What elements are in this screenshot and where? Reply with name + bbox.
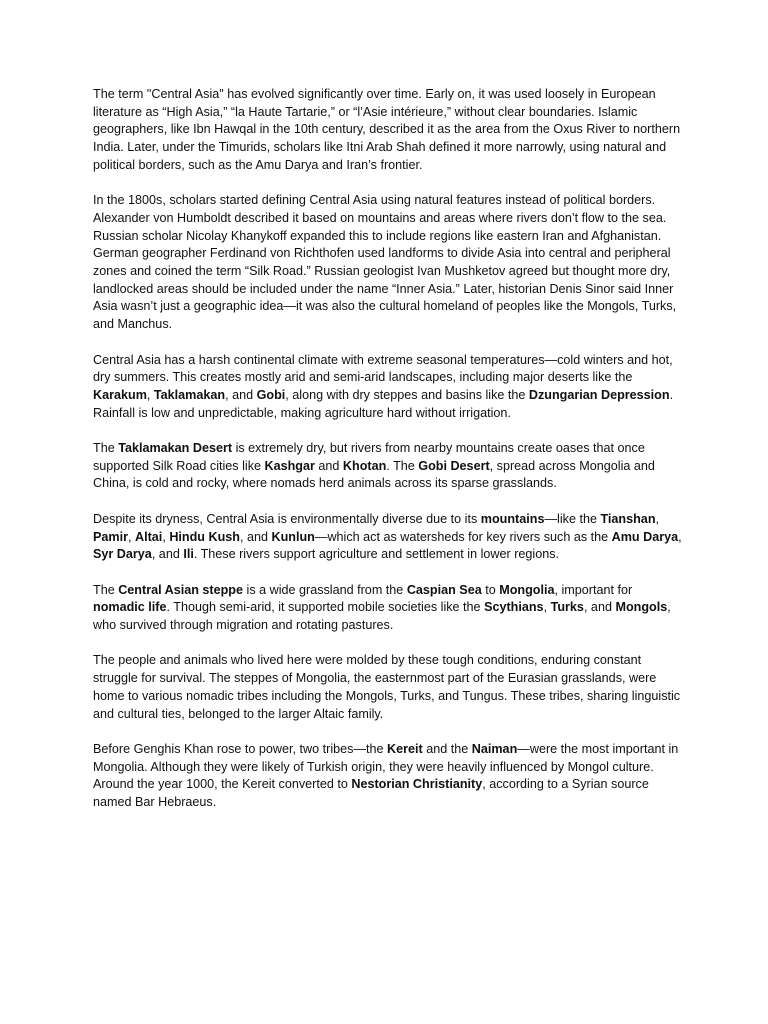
text-run: , xyxy=(678,529,682,544)
text-run: , xyxy=(162,529,170,544)
text-run: is extremely dry, but rivers from nearby mountains create oases that once supported Silk Road cities like xyxy=(93,441,645,473)
text-run: The term "Central Asia" has evolved significantly over time. Early on, it was used loosely in European literature as “High Asia,” “la Haute Tartarie,” or “l’Asie intérieure,” without clear boundaries. Islamic geographers, like Ibn Hawqal in the 10th century, described it as the area from the Oxus River to northern India. Later, under the Timurids, scholars like Itni Arab Shah defined it more narrowly, using natural and political borders, such as the Amu Darya and Iran’s frontier. xyxy=(93,87,681,172)
text-run: is a wide grassland from the xyxy=(243,582,407,597)
text-run: The xyxy=(93,441,119,456)
text-run: Before Genghis Khan rose to power, two tribes—the xyxy=(93,741,388,756)
paragraph-2 xyxy=(93,192,683,334)
bold-term: Kunlun xyxy=(271,529,315,544)
text-run: Despite its dryness, Central Asia is environmentally diverse due to its xyxy=(93,511,481,526)
paragraph-1 xyxy=(93,86,683,175)
paragraph-3 xyxy=(93,352,683,423)
bold-term: Syr Darya xyxy=(93,547,152,562)
text-run: , who survived through migration and rotating pastures. xyxy=(93,600,671,633)
text-run: , and xyxy=(151,547,184,562)
bold-term: Turks xyxy=(550,600,584,615)
text-run: to xyxy=(481,582,500,597)
text-run: , according to a Syrian source named Bar Hebraeus. xyxy=(93,777,649,810)
paragraph-7 xyxy=(93,652,683,723)
bold-term: Kashgar xyxy=(264,458,315,473)
text-run: . Rainfall is low and unpredictable, making agriculture hard without irrigation. xyxy=(93,387,674,420)
bold-term: Pamir xyxy=(93,529,129,544)
bold-term: Nestorian Christianity xyxy=(351,777,483,792)
text-run: —like the xyxy=(544,511,601,526)
text-run: and the xyxy=(422,741,472,756)
bold-term: nomadic life xyxy=(93,600,167,615)
text-run: , xyxy=(655,511,660,526)
paragraph-4 xyxy=(93,440,683,493)
bold-term: Altai xyxy=(135,529,163,544)
text-run: , along with dry steppes and basins like the xyxy=(285,387,529,402)
text-run: , xyxy=(128,529,136,544)
text-run: . These rivers support agriculture and settlement in lower regions. xyxy=(193,547,559,562)
text-run: , and xyxy=(225,387,257,402)
text-run: , spread across Mongolia and China, is cold and rocky, where nomads herd animals across its sparse grasslands. xyxy=(93,458,655,491)
bold-term: Naiman xyxy=(471,741,518,756)
bold-term: Taklamakan xyxy=(153,387,226,402)
text-run: and xyxy=(314,458,343,473)
bold-term: Dzungarian Depression xyxy=(528,387,670,402)
text-run: , and xyxy=(583,600,616,615)
text-run: , xyxy=(146,387,154,402)
bold-term: Tianshan xyxy=(600,511,656,526)
bold-term: Taklamakan Desert xyxy=(118,441,233,456)
bold-term: Scythians xyxy=(484,600,544,615)
bold-term: Gobi xyxy=(256,387,286,402)
text-run: Central Asia has a harsh continental climate with extreme seasonal temperatures—cold winters and hot, dry summers. This creates mostly arid and semi-arid landscapes, including major deserts like the xyxy=(93,352,673,385)
text-run: —were the most important in Mongolia. Although they were likely of Turkish origin, they were heavily influenced by Mongol culture. Around the year 1000, the Kereit converted to xyxy=(93,741,679,792)
bold-term: mountains xyxy=(480,511,545,526)
text-run: . The xyxy=(386,458,419,473)
text-run: In the 1800s, scholars started defining Central Asia using natural features instead of political borders. Alexander von Humboldt described it based on mountains and areas where rivers don’t flow to the sea. Russian scholar Nicolay Khanykoff expanded this to include regions like eastern Iran and Afghanistan. German geographer Ferdinand von Richthofen used landforms to divide Asia into central and peripheral zones and coined the term “Silk Road.” Russian geologist Ivan Mushketov agreed but thought more dry, landlocked areas should be included under the name “Inner Asia.” Later, historian Denis Sinor said Inner Asia wasn’t just a geographic idea—it was also the cultural homeland of peoples like the Mongols, Turks, and Manchus. xyxy=(93,193,677,332)
document-body xyxy=(93,86,683,829)
text-run: The xyxy=(93,582,119,597)
bold-term: Hindu Kush xyxy=(169,529,240,544)
bold-term: Khotan xyxy=(342,458,387,473)
paragraph-6 xyxy=(93,582,683,635)
bold-term: Ili xyxy=(183,547,194,562)
bold-term: Karakum xyxy=(93,387,147,402)
paragraph-8 xyxy=(93,741,683,812)
text-run: The people and animals who lived here were molded by these tough conditions, enduring constant struggle for survival. The steppes of Mongolia, the easternmost part of the Eurasian grasslands, were home to various nomadic tribes including the Mongols, Turks, and Tungus. These tribes, sharing linguistic and cultural ties, belonged to the larger Altaic family. xyxy=(93,653,681,721)
bold-term: Kereit xyxy=(387,741,423,756)
bold-term: Gobi Desert xyxy=(418,458,490,473)
text-run: , xyxy=(543,600,551,615)
bold-term: Mongols xyxy=(615,600,668,615)
bold-term: Caspian Sea xyxy=(406,582,482,597)
bold-term: Mongolia xyxy=(499,582,555,597)
text-run: . Though semi-arid, it supported mobile societies like the xyxy=(166,600,485,615)
text-run: , important for xyxy=(554,582,633,597)
text-run: , and xyxy=(239,529,272,544)
bold-term: Central Asian steppe xyxy=(118,582,244,597)
text-run: —which act as watersheds for key rivers such as the xyxy=(314,529,612,544)
paragraph-5 xyxy=(93,511,683,564)
bold-term: Amu Darya xyxy=(611,529,679,544)
